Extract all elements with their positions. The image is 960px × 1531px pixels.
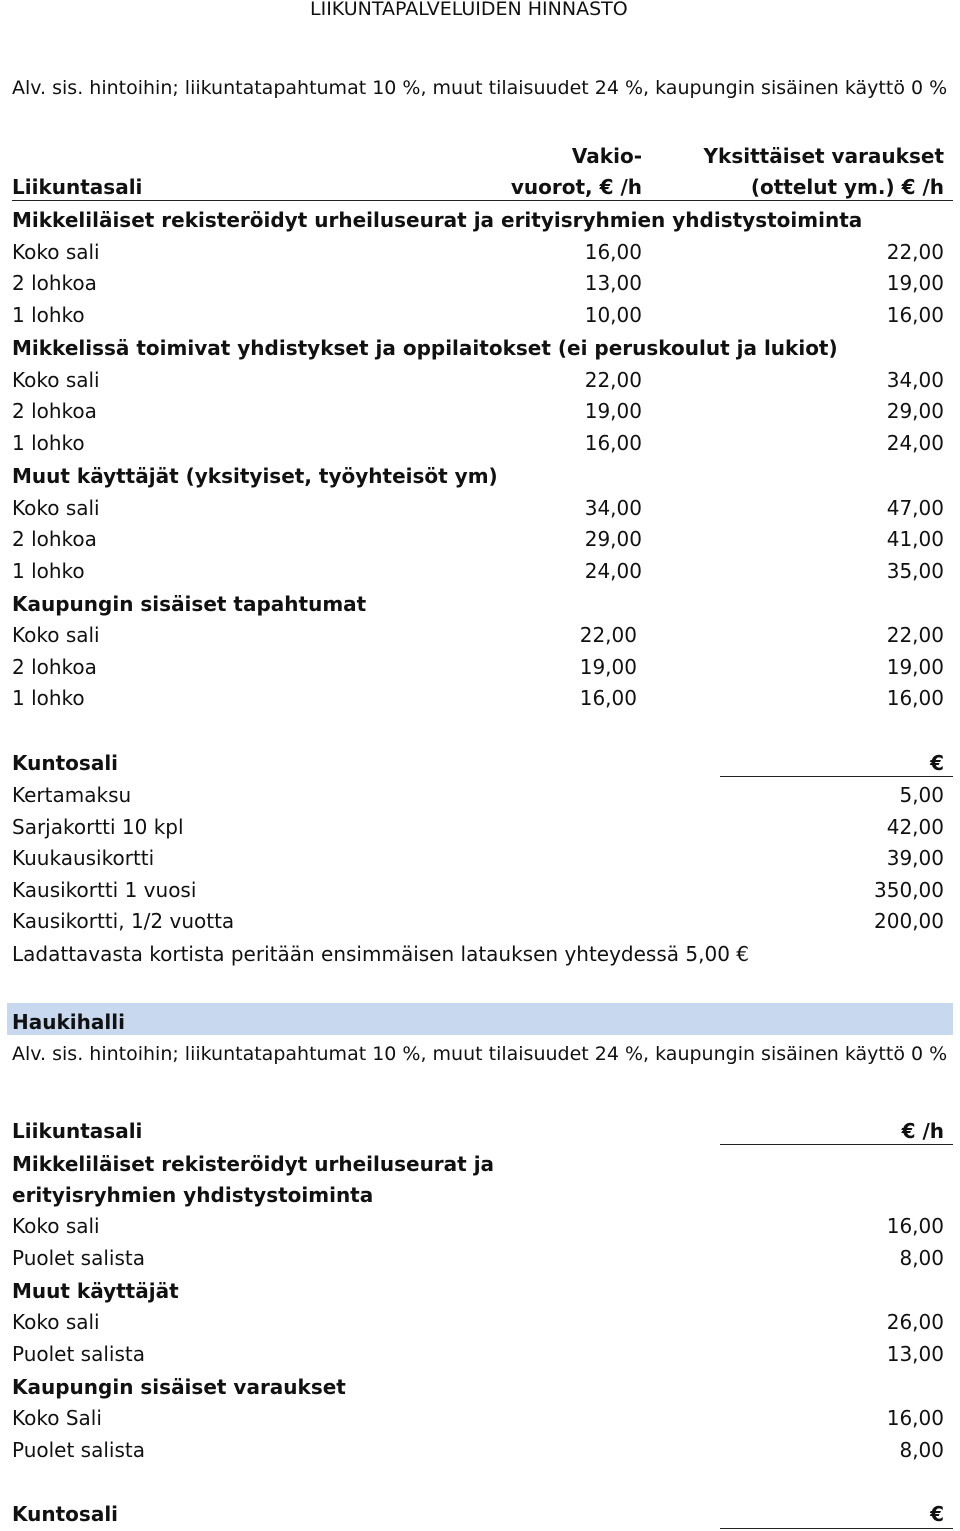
group-title: erityisryhmien yhdistystoiminta: [12, 1183, 374, 1207]
vat-note: Alv. sis. hintoihin; liikuntatapahtumat 10 %, muut tilaisuudet 24 %, kaupungin sisäinen käyttö 0 %: [12, 1043, 948, 1065]
row-value-regular: 24,00: [584, 559, 642, 583]
price-label: Kausikortti, 1/2 vuotta: [12, 909, 235, 933]
row-label: Koko sali: [12, 1214, 100, 1238]
price-label: Kertamaksu: [12, 783, 132, 807]
row-value-single: 35,00: [886, 559, 944, 583]
kuntosali-title: Kuntosali: [12, 751, 119, 775]
card-fee-note: Ladattavasta kortista peritään ensimmäisen latauksen yhteydessä 5,00 €: [12, 942, 750, 966]
col1-header-line2: vuorot, € /h: [510, 175, 642, 199]
vat-note: Alv. sis. hintoihin; liikuntatapahtumat 10 %, muut tilaisuudet 24 %, kaupungin sisäinen käyttö 0 %: [12, 77, 948, 99]
row-value-single: 22,00: [886, 623, 944, 647]
price-value: 350,00: [874, 878, 944, 902]
row-value-regular: 22,00: [579, 623, 637, 647]
row-value-regular: 13,00: [584, 271, 642, 295]
row-label: Koko sali: [12, 240, 100, 264]
row-value-regular: 34,00: [584, 496, 642, 520]
group-title: Kaupungin sisäiset varaukset: [12, 1375, 346, 1399]
row-value: 8,00: [899, 1438, 944, 1462]
row-value-regular: 16,00: [584, 431, 642, 455]
row-label: 1 lohko: [12, 303, 85, 327]
row-value-regular: 19,00: [579, 655, 637, 679]
row-value: 13,00: [886, 1342, 944, 1366]
price-label: Kausikortti 1 vuosi: [12, 878, 197, 902]
row-value-single: 16,00: [886, 303, 944, 327]
group-title: Muut käyttäjät: [12, 1279, 179, 1303]
col2-header-line2: (ottelut ym.) € /h: [750, 175, 944, 199]
row-label: 1 lohko: [12, 559, 85, 583]
price-label: Sarjakortti 10 kpl: [12, 815, 184, 839]
row-label: 1 lohko: [12, 686, 85, 710]
row-value-single: 19,00: [886, 271, 944, 295]
row-value: 26,00: [886, 1310, 944, 1334]
row-value-single: 16,00: [886, 686, 944, 710]
page-title: LIIKUNTAPALVELUIDEN HINNASTO: [310, 0, 628, 20]
row-label: 2 lohkoa: [12, 271, 97, 295]
row-label: Koko Sali: [12, 1406, 102, 1430]
row-value: 16,00: [886, 1214, 944, 1238]
price-label: Kuukausikortti: [12, 846, 155, 870]
price-value: 5,00: [899, 783, 944, 807]
row-value-single: 41,00: [886, 527, 944, 551]
kuntosali-underline: [720, 776, 953, 777]
row-value: 8,00: [899, 1246, 944, 1270]
row-value: 16,00: [886, 1406, 944, 1430]
col2-header-line1: Yksittäiset varaukset: [703, 144, 944, 168]
group-title: Mikkelissä toimivat yhdistykset ja oppilaitokset (ei peruskoulut ja lukiot): [12, 336, 838, 360]
row-label: 2 lohkoa: [12, 527, 97, 551]
row-label: Puolet salista: [12, 1438, 145, 1462]
currency-header: €: [930, 1502, 944, 1526]
price-value: 42,00: [886, 815, 944, 839]
row-value-single: 24,00: [886, 431, 944, 455]
price-value: 200,00: [874, 909, 944, 933]
header-underline: [12, 200, 953, 201]
row-label: 2 lohkoa: [12, 399, 97, 423]
row-value-regular: 10,00: [584, 303, 642, 327]
per-hour-header: € /h: [901, 1119, 944, 1143]
row-label: Puolet salista: [12, 1342, 145, 1366]
row-value-single: 29,00: [886, 399, 944, 423]
row-value-regular: 22,00: [584, 368, 642, 392]
row-label: 2 lohkoa: [12, 655, 97, 679]
row-label: Puolet salista: [12, 1246, 145, 1270]
row-label: Koko sali: [12, 1310, 100, 1334]
haukihalli-underline: [720, 1144, 953, 1145]
haukihalli-title: Haukihalli: [12, 1010, 125, 1034]
haukihalli-liikuntasali-title: Liikuntasali: [12, 1119, 143, 1143]
group-title: Mikkeliläiset rekisteröidyt urheiluseurat ja erityisryhmien yhdistystoiminta: [12, 208, 863, 232]
group-title: Kaupungin sisäiset tapahtumat: [12, 592, 367, 616]
row-value-regular: 19,00: [584, 399, 642, 423]
col1-header-line1: Vakio-: [571, 144, 642, 168]
row-value-regular: 29,00: [584, 527, 642, 551]
row-label: Koko sali: [12, 368, 100, 392]
haukihalli-band: [7, 1003, 953, 1035]
group-title: Mikkeliläiset rekisteröidyt urheiluseurat ja: [12, 1152, 495, 1176]
row-label: 1 lohko: [12, 431, 85, 455]
haukihalli-kuntosali-underline: [720, 1528, 953, 1529]
liikuntasali-title: Liikuntasali: [12, 175, 143, 199]
row-value-single: 19,00: [886, 655, 944, 679]
row-value-regular: 16,00: [584, 240, 642, 264]
row-value-single: 47,00: [886, 496, 944, 520]
row-value-regular: 16,00: [579, 686, 637, 710]
price-value: 39,00: [886, 846, 944, 870]
row-value-single: 22,00: [886, 240, 944, 264]
currency-header: €: [930, 751, 944, 775]
row-value-single: 34,00: [886, 368, 944, 392]
group-title: Muut käyttäjät (yksityiset, työyhteisöt ym): [12, 464, 498, 488]
haukihalli-kuntosali-title: Kuntosali: [12, 1502, 119, 1526]
row-label: Koko sali: [12, 496, 100, 520]
row-label: Koko sali: [12, 623, 100, 647]
